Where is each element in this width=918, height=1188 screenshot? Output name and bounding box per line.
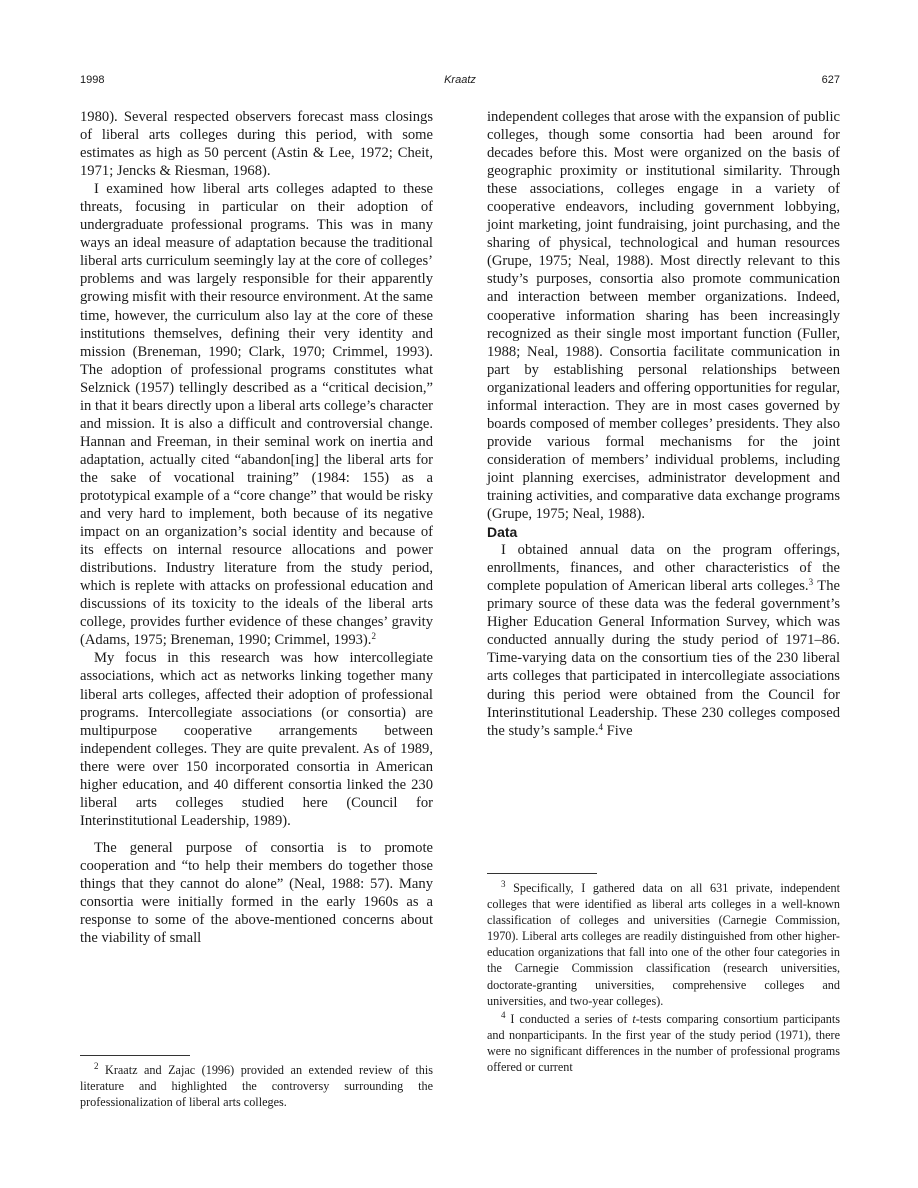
footnote-italic: t <box>632 1011 636 1026</box>
running-title: Kraatz <box>444 74 476 86</box>
footnote-divider <box>80 1055 190 1056</box>
paragraph-text: The primary source of these data was the federal government’s Higher Education General Information Survey, which was conducted annually during the study period of 1971–86. Time-varying data on the consortium ties of the 230 liberal arts colleges that participated in intercollegiate associations during this period were obtained from the Council for Interinstitutional Leadership. These 230 colleges composed the study’s sample. <box>487 578 840 739</box>
footnote-ref[interactable]: 3 <box>808 577 814 588</box>
paragraph: My focus in this research was how intercollegiate associations, which act as networks linking together many liberal arts colleges, affected their adoption of professional programs. Intercollegiate associations (or consortia) are multipurpose cooperative arrangements between independent colleges. They are quite prevalent. As of 1989, there were over 150 incorporated consortia in American higher education, and 40 different consortia linked the 230 liberal arts colleges studied here (Council for Interinstitutional Leadership, 1989). <box>80 650 433 829</box>
running-header <box>80 74 840 92</box>
footnote-ref[interactable]: 4 <box>598 721 603 732</box>
paragraph: 1980). Several respected observers forecast mass closings of liberal arts colleges during this period, with some estimates as high as 50 percent (Astin & Lee, 1972; Cheit, 1971; Jencks & Riesman, 1968). <box>80 109 433 180</box>
paragraph-text: I obtained annual data on the program offerings, enrollments, finances, and other characteristics of the complete population of American liberal arts colleges. <box>487 542 840 595</box>
footnote-4 <box>487 1011 840 1075</box>
footnote-body: -tests comparing consortium participants and nonparticipants. In the first year of the study period (1971), there were no significant differences in the number of professional programs offered or current <box>487 1011 840 1075</box>
paragraph: independent colleges that arose with the expansion of public colleges, though some consortia had been around for decades before this. Most were organized on the basis of geographic proximity or institutional similarity. Through these associations, colleges engage in a variety of cooperative endeavors, including government lobbying, joint marketing, joint fundraising, joint purchasing, and the sharing of physical, technological and human resources (Grupe, 1975; Neal, 1988). Most directly relevant to this study’s purposes, consortia also promote communication and interaction between member organizations. Indeed, cooperative information sharing has been increasingly recognized as their single most important function (Fuller, 1988; Neal, 1988). Consortia facilitate communication in part by establishing personal relationships between organizational leaders and offering opportunities for regular, informal interaction. They are in most cases governed by boards composed of member colleges’ presidents. They also provide various formal mechanisms for the joint consideration of members’ individual problems, including joint planning exercises, administrator development and training activities, and comparative data exchange programs (Grupe, 1975; Neal, 1988). <box>487 109 840 523</box>
footnote-body: Specifically, I gathered data on all 631 private, independent colleges that were identified as liberal arts colleges in a well-known classification of colleges and universities (Carnegie Commission, 1970). Liberal arts colleges are readily distinguished from other higher-education organizations that fall into one of the other four categories in the Carnegie Commission classification (research universities, doctorate-granting universities, comprehensive colleges and universities, and two-year colleges). <box>487 881 840 1008</box>
footnote-2 <box>80 1062 433 1110</box>
footnotes-right <box>487 880 840 1075</box>
paragraph: The general purpose of consortia is to promote cooperation and “to help their members do together those things that they cannot do alone” (Neal, 1988: 57). Many consortia were initially formed in the early 1960s as a response to some of the above-mentioned concerns about the viability of small <box>80 839 433 947</box>
footnote-mark: 4 <box>501 1009 506 1020</box>
footnote-mark: 3 <box>501 879 506 889</box>
footnote-body: Kraatz and Zajac (1996) provided an extended review of this literature and highlighted the controversy surrounding the professionalization of liberal arts colleges. <box>80 1063 433 1110</box>
paragraph <box>80 180 433 649</box>
footnote-3 <box>487 880 840 1009</box>
footnote-divider <box>487 873 597 874</box>
paragraph-text: Five <box>602 722 633 739</box>
section-heading: Data <box>487 524 518 541</box>
page-number: 627 <box>821 74 840 86</box>
footnote-body: I conducted a series of <box>505 1011 633 1026</box>
journal-year: 1998 <box>80 74 105 86</box>
left-column <box>80 108 433 947</box>
paragraph-text: I examined how liberal arts colleges adapted to these threats, focusing in particular on their adoption of undergraduate professional programs. This was in many ways an ideal measure of adaptation because the traditional liberal arts curriculum seemingly lay at the core of colleges’ problems and was largely responsible for their apparently growing misfit with their resource environment. At the same time, however, the curriculum also lay at the core of these institutions themselves, defining their very identity and mission (Breneman, 1990; Clark, 1970; Crimmel, 1993). The adoption of professional programs constitutes what Selznick (1957) tellingly described as a “critical decision,” in that it bears directly upon a liberal arts college’s character and mission. It is also a difficult and controversial change. Hannan and Freeman, in their seminal work on inertia and adaptation, actually cited “abandon[ing] the liberal arts for the sake of vocational training” (1984: 155) as a prototypical example of a “core change” that would be risky and very hard to implement, both because of its negative impact on an organization’s social identity and because of its effects on internal resource allocations and power distributions. Industry literature from the study period, which is replete with attacks on professional education and discussions of its toxicity to the ideals of the liberal arts college, provides further evidence of these changes’ gravity (Adams, 1975; Breneman, 1990; Crimmel, 1993). <box>80 181 434 649</box>
footnote-mark: 2 <box>94 1061 99 1071</box>
paragraph <box>487 541 840 740</box>
footnote-text <box>80 1062 433 1110</box>
right-column <box>487 108 840 740</box>
footnote-ref[interactable]: 2 <box>371 631 376 642</box>
